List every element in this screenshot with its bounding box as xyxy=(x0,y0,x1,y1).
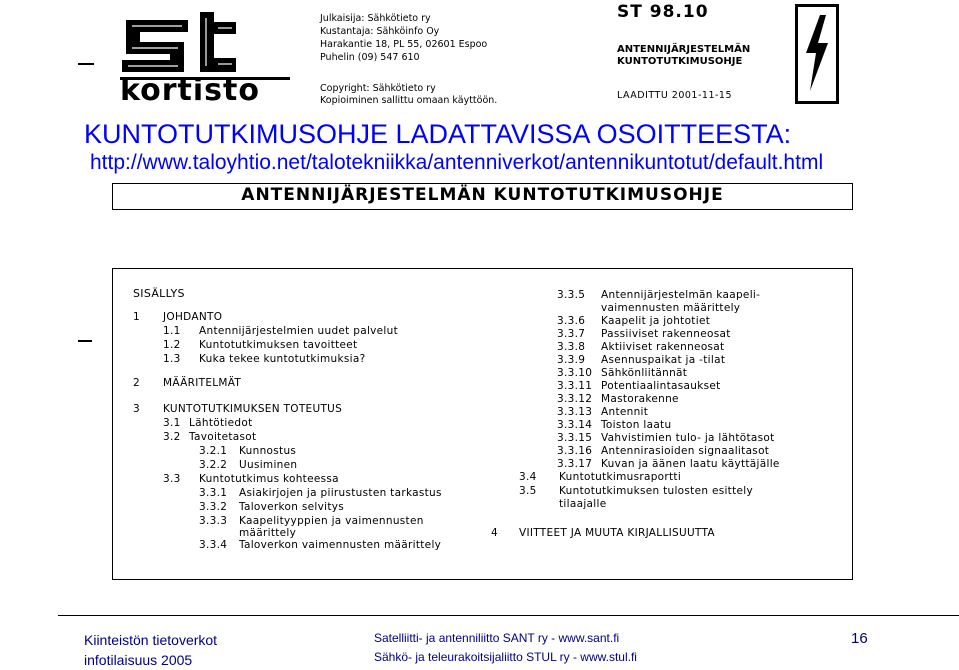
toc-item-text: Asiakirjojen ja piirustusten tarkastus xyxy=(239,487,442,499)
toc-frame xyxy=(112,268,853,580)
toc-item-number: 3.2.2 xyxy=(199,459,228,471)
toc-item-number: 3.3.12 xyxy=(557,393,593,405)
copyright-line: Copyright: Sähkötieto ry xyxy=(320,83,436,94)
toc-item-text: Asennuspaikat ja -tilat xyxy=(601,354,726,366)
toc-item-text: KUNTOTUTKIMUKSEN TOTEUTUS xyxy=(163,403,343,415)
toc-item-number: 3.3.8 xyxy=(557,341,586,353)
toc-item-number: 3.3.6 xyxy=(557,315,586,327)
toc-item-number: 4 xyxy=(491,527,498,539)
toc-item-number: 3.3.2 xyxy=(199,501,228,513)
toc-item-number: 3.3.13 xyxy=(557,406,593,418)
toc-item-number: 3.3.11 xyxy=(557,380,593,392)
publisher-line: Julkaisija: Sähkötieto ry xyxy=(320,13,431,24)
toc-item-text: Kuntotutkimuksen tavoitteet xyxy=(199,339,358,351)
toc-item-number: 3.3.14 xyxy=(557,419,593,431)
toc-item-text: määrittely xyxy=(239,527,297,539)
toc-item-number: 3.3.5 xyxy=(557,289,586,301)
scan-mark-left xyxy=(78,63,94,65)
toc-item-text: MÄÄRITELMÄT xyxy=(163,377,242,389)
toc-item-text: JOHDANTO xyxy=(163,311,223,323)
toc-item-number: 3 xyxy=(133,403,140,415)
toc-item-number: 3.3 xyxy=(163,473,181,485)
toc-item-text: vaimennusten määrittely xyxy=(601,302,741,314)
toc-item-number: 3.3.10 xyxy=(557,367,593,379)
toc-item-number: 1.1 xyxy=(163,325,181,337)
toc-item-number: 3.3.15 xyxy=(557,432,593,444)
toc-item-text: Antennirasioiden signaalitasot xyxy=(601,445,770,457)
toc-item-text: Vahvistimien tulo- ja lähtötasot xyxy=(601,432,775,444)
toc-item-number: 3.2 xyxy=(163,431,181,443)
footer-divider xyxy=(58,615,959,616)
doc-heading-box xyxy=(112,183,853,210)
toc-item-number: 3.3.3 xyxy=(199,515,228,527)
scan-mark-left xyxy=(78,340,92,342)
toc-item-text: Sähkönliitännät xyxy=(601,367,688,379)
toc-item-text: Antennijärjestelmien uudet palvelut xyxy=(199,325,399,337)
download-heading: KUNTOTUTKIMUSOHJE LADATTAVISSA OSOITTEESTA: xyxy=(84,119,792,149)
toc-item-text: Kuka tekee kuntotutkimuksia? xyxy=(199,353,366,365)
toc-item-number: 3.3.16 xyxy=(557,445,593,457)
toc-item-text: Aktiiviset rakenneosat xyxy=(601,341,725,353)
toc-item-number: 1 xyxy=(133,311,140,323)
toc-item-text: Tavoitetasot xyxy=(189,431,257,443)
toc-item-text: Kuvan ja äänen laatu käyttäjälle xyxy=(601,458,780,470)
toc-item-text: Lähtötiedot xyxy=(189,417,253,429)
copyright-info xyxy=(320,83,497,107)
toc-item-text: Kaapelit ja johtotiet xyxy=(601,315,711,327)
toc-item-text: Passiiviset rakenneosat xyxy=(601,328,731,340)
toc-item-number: 3.3.17 xyxy=(557,458,593,470)
toc-item-text: Taloverkon vaimennusten määrittely xyxy=(239,539,442,551)
logo-kortisto-text: kortisto xyxy=(120,73,260,108)
toc-item-number: 3.2.1 xyxy=(199,445,228,457)
toc-item-number: 1.3 xyxy=(163,353,181,365)
toc-title: SISÄLLYS xyxy=(133,287,185,300)
footer-org-sant: Satelliitti- ja antenniliitto SANT ry - www.sant.fi xyxy=(374,631,620,645)
toc-item-text: Antennit xyxy=(601,406,649,418)
card-date: LAADITTU 2001-11-15 xyxy=(617,90,733,101)
toc-item-number: 3.4 xyxy=(519,471,537,483)
footer-org-stul: Sähkö- ja teleurakoitsijaliitto STUL ry - www.stul.fi xyxy=(374,650,637,664)
card-subtitle-line: KUNTOTUTKIMUSOHJE xyxy=(617,56,743,67)
electric-warning-icon xyxy=(795,4,839,104)
toc-item-text: Kuntotutkimus kohteessa xyxy=(199,473,339,485)
toc-item-text: Uusiminen xyxy=(239,459,298,471)
toc-item-number: 3.3.9 xyxy=(557,354,586,366)
toc-item-number: 3.5 xyxy=(519,485,537,497)
footer-event xyxy=(84,630,217,670)
toc-item-text: Toiston laatu xyxy=(601,419,672,431)
toc-item-text: Kunnostus xyxy=(239,445,297,457)
toc-item-text: tilaajalle xyxy=(559,498,607,510)
toc-item-text: VIITTEET JA MUUTA KIRJALLISUUTTA xyxy=(519,527,715,539)
copyright-line: Kopioiminen sallittu omaan käyttöön. xyxy=(320,95,498,106)
toc-item-text: Kuntotutkimusraportti xyxy=(559,471,682,483)
download-url-link[interactable]: http://www.taloyhtio.net/talotekniikka/antenniverkot/antennikuntotut/default.html xyxy=(90,151,824,174)
toc-item-text: Kuntotutkimuksen tulosten esittely xyxy=(559,485,754,497)
publisher-line: Kustantaja: Sähköinfo Oy xyxy=(320,26,440,37)
toc-item-text: Taloverkon selvitys xyxy=(239,501,345,513)
page-number: 16 xyxy=(851,630,868,647)
toc-item-text: Potentiaalintasaukset xyxy=(601,380,721,392)
toc-item-number: 2 xyxy=(133,377,140,389)
footer-organizations xyxy=(374,629,637,667)
toc-item-number: 3.1 xyxy=(163,417,181,429)
publisher-line: Harakantie 18, PL 55, 02601 Espoo xyxy=(320,39,488,50)
doc-heading: ANTENNIJÄRJESTELMÄN KUNTOTUTKIMUSOHJE xyxy=(241,185,724,205)
footer-event-title: Kiinteistön tietoverkot xyxy=(84,632,218,648)
publisher-info xyxy=(320,12,487,64)
card-subtitle-line: ANTENNIJÄRJESTELMÄN xyxy=(617,44,751,55)
toc-item-number: 1.2 xyxy=(163,339,181,351)
footer-event-subtitle: infotilaisuus 2005 xyxy=(84,652,193,668)
toc-item-number: 3.3.4 xyxy=(199,539,228,551)
toc-item-number: 3.3.1 xyxy=(199,487,228,499)
toc-item-text: Antennijärjestelmän kaapeli- xyxy=(601,289,761,301)
toc-item-text: Kaapelityyppien ja vaimennusten xyxy=(239,515,424,527)
card-subtitle xyxy=(617,44,750,68)
card-code: ST 98.10 xyxy=(617,2,709,22)
toc-item-number: 3.3.7 xyxy=(557,328,586,340)
publisher-line: Puhelin (09) 547 610 xyxy=(320,52,420,63)
toc-item-text: Mastorakenne xyxy=(601,393,679,405)
